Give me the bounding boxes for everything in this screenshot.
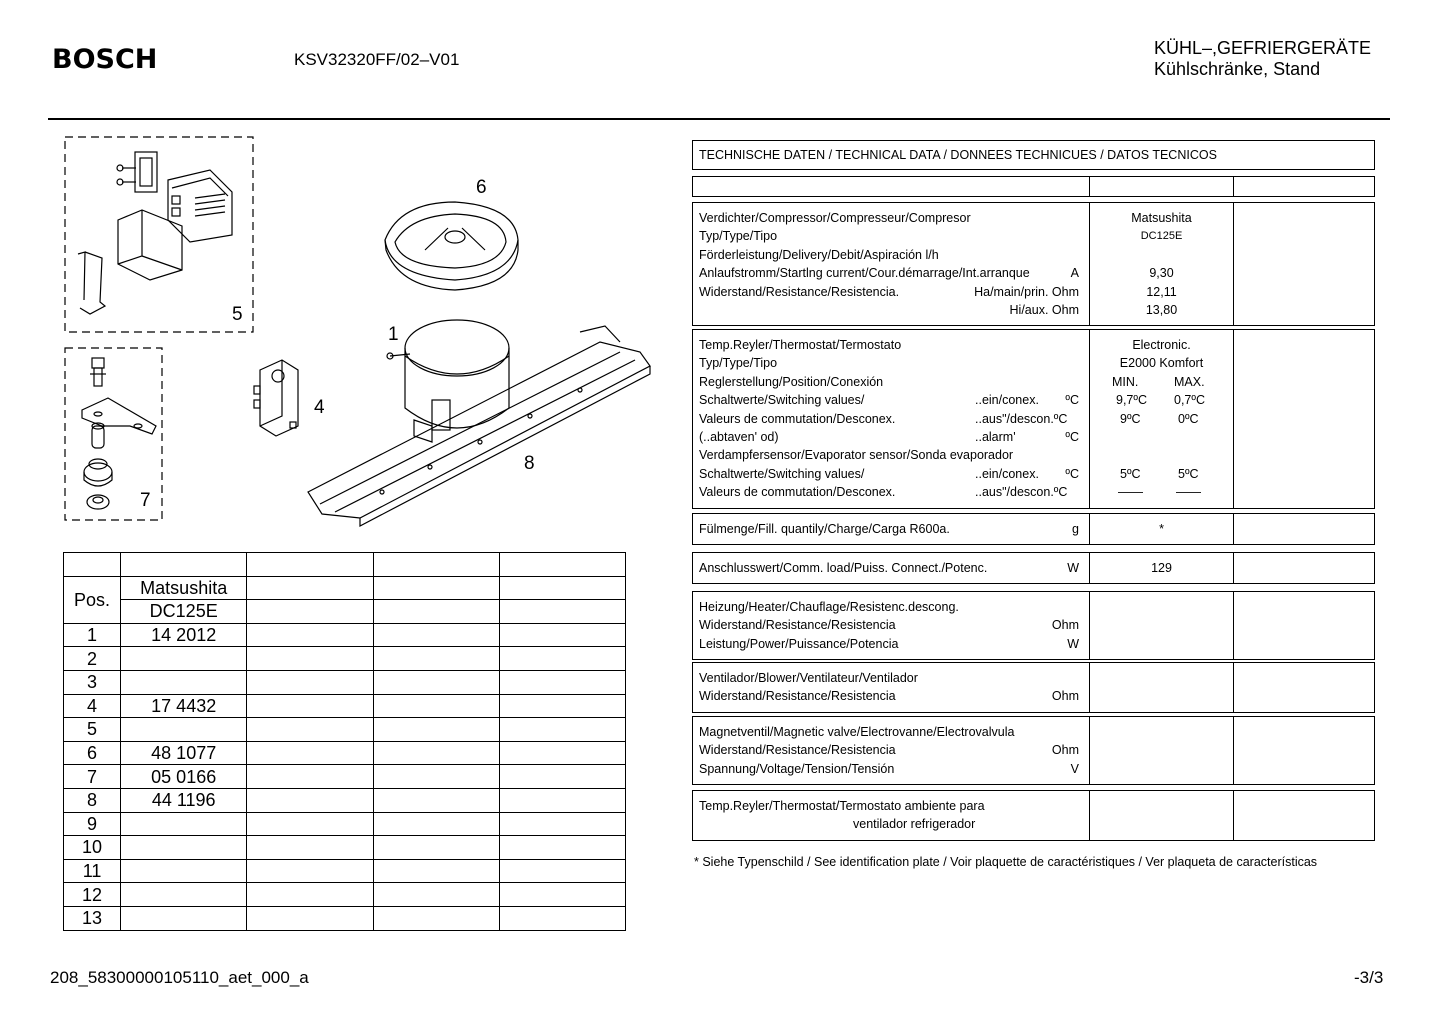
pos-number: 13	[64, 906, 121, 930]
load-section: Anschlusswert/Comm. load/Puiss. Connect./Potenc. W 129	[692, 552, 1375, 584]
empty-cell	[373, 906, 499, 930]
part-number: 05 0166	[121, 765, 247, 789]
main-resistance-value: 12,11	[1090, 283, 1234, 301]
page-number: -3/3	[1354, 968, 1384, 987]
empty-cell	[499, 883, 625, 907]
fan-thermostat-section: Temp.Reyler/Thermostat/Termostato ambiente para ventilador refrigerador	[692, 790, 1375, 841]
start-current-label: Anlaufstromm/Startlng current/Cour.démarrage/Int.arranque	[699, 266, 1030, 281]
header-rule	[48, 118, 1390, 120]
thermostat-kind: Electronic.	[1090, 336, 1234, 354]
empty-cell	[499, 859, 625, 883]
load-label: Anschlusswert/Comm. load/Puiss. Connect./Potenc.	[699, 561, 988, 575]
thermostat-type: E2000 Komfort	[1090, 354, 1234, 372]
empty-cell	[373, 812, 499, 836]
parts-drawing	[60, 130, 660, 540]
start-current-value: 9,30	[1090, 264, 1234, 282]
empty-cell	[247, 694, 373, 718]
empty-cell	[499, 623, 625, 647]
table-row	[64, 812, 626, 836]
heater-label: Heizung/Heater/Chauflage/Resistenc.descong.	[693, 598, 1090, 616]
drip-tray	[385, 202, 518, 290]
table-row	[64, 741, 626, 765]
table-row	[64, 906, 626, 930]
aux-resistance-value: 13,80	[1090, 301, 1234, 319]
part-number	[121, 647, 247, 671]
callout-5: 5	[232, 304, 243, 325]
delivery-label: Förderleistung/Delivery/Debit/Aspiración l/h	[693, 246, 1090, 264]
compressor-brand-header: Matsushita	[121, 576, 247, 600]
fill-label: Fülmenge/Fill. quantily/Charge/Carga R600a.	[699, 522, 950, 536]
fill-value: *	[1090, 520, 1234, 538]
empty-cell	[373, 741, 499, 765]
empty-cell	[373, 647, 499, 671]
empty-cell	[373, 883, 499, 907]
load-value: 129	[1090, 559, 1234, 577]
part-number	[121, 883, 247, 907]
pos-number: 11	[64, 859, 121, 883]
compressor-type-header: DC125E	[121, 600, 247, 624]
fan-thermostat-label: Temp.Reyler/Thermostat/Termostato ambiente para	[693, 797, 1090, 815]
category-line1: KÜHL–,GEFRIERGERÄTE	[1154, 38, 1372, 58]
pos-number: 6	[64, 741, 121, 765]
callout-7: 7	[140, 490, 151, 511]
heater-section: Heizung/Heater/Chauflage/Resistenc.descong. Widerstand/Resistance/Resistencia Ohm Leistung/Power/Puissance/Potencia W	[692, 591, 1375, 660]
part-number	[121, 812, 247, 836]
category	[1154, 38, 1371, 80]
empty-cell	[499, 788, 625, 812]
empty-cell	[373, 670, 499, 694]
document-id: 208_58300000105110_aet_000_a	[50, 968, 309, 987]
empty-cell	[373, 694, 499, 718]
empty-cell	[499, 741, 625, 765]
empty-cell	[247, 741, 373, 765]
compressor-section: Verdichter/Compressor/Compresseur/Compresor Matsushita Typ/Type/Tipo DC125E Förderleistung/Delivery/Debit/Aspiración l/h Anlaufstromm/Startlng current/Cour.démarrage/Int.arranque A 9,30 Widerstand/Resistance/Resistencia. Ha/main/prin. Ohm 12,11 Hi/aux. Ohm 13,80	[692, 202, 1375, 326]
thermostat-section: Temp.Reyler/Thermostat/Termostato Electronic. Typ/Type/Tipo E2000 Komfort Reglerstellung/Position/Conexión MIN. MAX. Schaltwerte/Switching values/ ..ein/conex. ºC 9,7ºC 0,7ºC Valeurs de commutation/Desconex. ..aus"/descon.ºC 9ºC 0ºC (..abtaven' od) ..alarm' ºC Verdampfersensor/Evaporator sensor/Sonda evaporador Schaltwerte/Switching values/ ..ein/conex. ºC 5ºC 5ºC Valeurs de commutation/Desconex. ..aus"/descon.ºC —— ——	[692, 329, 1375, 509]
part-number	[121, 859, 247, 883]
pos-number: 10	[64, 836, 121, 860]
pos-number: 5	[64, 718, 121, 742]
table-row	[64, 553, 626, 577]
pos-number: 1	[64, 623, 121, 647]
empty-cell	[499, 906, 625, 930]
valve-label: Magnetventil/Magnetic valve/Electrovanne/Electrovalvula	[693, 723, 1090, 741]
empty-cell	[373, 788, 499, 812]
callout-4: 4	[314, 397, 325, 418]
tech-header-blank	[692, 176, 1375, 197]
resistance-label: Widerstand/Resistance/Resistencia.	[699, 284, 900, 299]
empty-cell	[247, 812, 373, 836]
compressor-brand: Matsushita	[1090, 209, 1234, 227]
model-number: KSV32320FF/02–V01	[294, 50, 460, 69]
empty-cell	[247, 788, 373, 812]
table-row	[64, 623, 626, 647]
table-row	[64, 718, 626, 742]
part-number	[121, 718, 247, 742]
category-line2: Kühlschränke, Stand	[1154, 59, 1321, 79]
table-row	[64, 788, 626, 812]
empty-cell	[247, 765, 373, 789]
parts-position-table	[63, 552, 626, 931]
pos-rows	[64, 623, 626, 930]
part-number	[121, 836, 247, 860]
part-number: 17 4432	[121, 694, 247, 718]
group-box-5	[65, 137, 253, 332]
table-row	[64, 694, 626, 718]
fan-label: Ventilador/Blower/Ventilateur/Ventilador	[693, 669, 1090, 687]
empty-cell	[247, 883, 373, 907]
brand-logo: BOSCH	[52, 44, 158, 75]
empty-cell	[373, 836, 499, 860]
empty-cell	[247, 836, 373, 860]
callout-6: 6	[476, 177, 487, 198]
exploded-parts-diagram	[60, 130, 660, 540]
pos-number: 4	[64, 694, 121, 718]
empty-cell	[247, 859, 373, 883]
mounting-rail	[308, 326, 650, 526]
empty-cell	[499, 812, 625, 836]
pos-number: 12	[64, 883, 121, 907]
fan-section: Ventilador/Blower/Ventilateur/Ventilador Widerstand/Resistance/Resistencia Ohm	[692, 662, 1375, 713]
starter-relay-kit	[78, 152, 232, 314]
relay-part-4	[254, 360, 298, 436]
empty-cell	[499, 647, 625, 671]
footnote: * Siehe Typenschild / See identification plate / Voir plaquette de caractéristiques / Ver plaqueta de características	[694, 855, 1318, 869]
pos-number: 2	[64, 647, 121, 671]
compressor-type: DC125E	[1090, 227, 1234, 245]
part-number: 44 1196	[121, 788, 247, 812]
empty-cell	[373, 718, 499, 742]
empty-cell	[499, 694, 625, 718]
part-number: 48 1077	[121, 741, 247, 765]
pos-number: 8	[64, 788, 121, 812]
empty-cell	[247, 623, 373, 647]
compressor-type-label: Typ/Type/Tipo	[693, 227, 1090, 245]
valve-section: Magnetventil/Magnetic valve/Electrovanne/Electrovalvula Widerstand/Resistance/Resistencia Ohm Spannung/Voltage/Tension/Tensión V	[692, 716, 1375, 785]
pos-number: 7	[64, 765, 121, 789]
table-row	[64, 576, 626, 600]
thermostat-label: Temp.Reyler/Thermostat/Termostato	[693, 336, 1090, 354]
part-number	[121, 670, 247, 694]
compressor	[387, 320, 509, 442]
tech-title-box	[692, 140, 1375, 170]
part-number	[121, 906, 247, 930]
table-row	[64, 600, 626, 624]
part-number: 14 2012	[121, 623, 247, 647]
fill-section: Fülmenge/Fill. quantily/Charge/Carga R600a. g *	[692, 513, 1375, 545]
tech-title: TECHNISCHE DATEN / TECHNICAL DATA / DONNEES TECHNICUES / DATOS TECNICOS	[699, 148, 1217, 162]
table-row	[64, 647, 626, 671]
empty-cell	[499, 765, 625, 789]
empty-cell	[247, 647, 373, 671]
empty-cell	[247, 906, 373, 930]
empty-cell	[373, 765, 499, 789]
empty-cell	[247, 718, 373, 742]
empty-cell	[373, 623, 499, 647]
table-row	[64, 836, 626, 860]
callout-1: 1	[388, 324, 399, 345]
table-row	[64, 765, 626, 789]
table-row	[64, 883, 626, 907]
mounting-hardware	[82, 358, 156, 509]
empty-cell	[499, 836, 625, 860]
compressor-label: Verdichter/Compressor/Compresseur/Compresor	[693, 209, 1090, 227]
empty-cell	[247, 670, 373, 694]
empty-cell	[373, 859, 499, 883]
pos-header: Pos.	[64, 576, 121, 623]
empty-cell	[499, 670, 625, 694]
pos-number: 9	[64, 812, 121, 836]
pos-number: 3	[64, 670, 121, 694]
empty-cell	[499, 718, 625, 742]
callout-8: 8	[524, 453, 535, 474]
table-row	[64, 670, 626, 694]
table-row	[64, 859, 626, 883]
